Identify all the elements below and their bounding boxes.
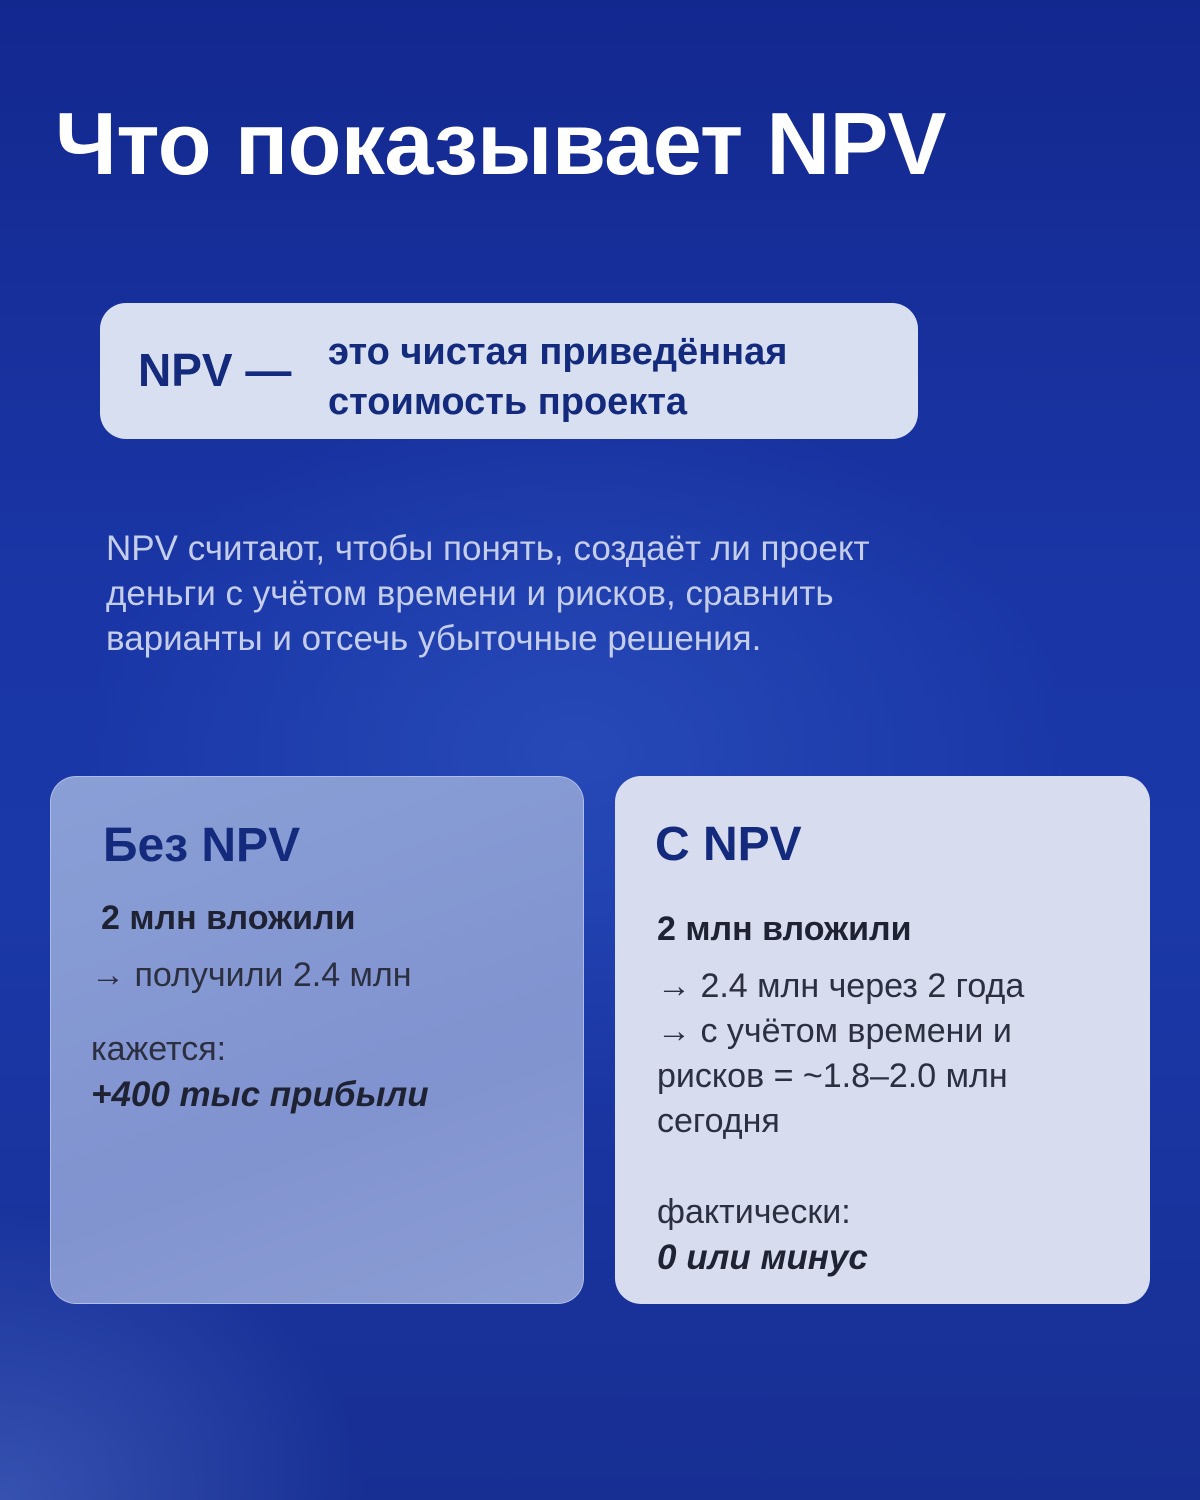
card-without-npv xyxy=(50,776,584,1304)
invested-text: 2 млн вложили xyxy=(101,899,356,937)
definition-text xyxy=(328,327,898,427)
intro-line: NPV считают, чтобы понять, создаёт ли проект xyxy=(106,529,870,568)
card-title: Без NPV xyxy=(103,819,301,872)
result-text: +400 тыс прибыли xyxy=(91,1075,429,1114)
result-text: 0 или минус xyxy=(657,1238,868,1277)
intro-line: деньги с учётом времени и рисков, сравнить xyxy=(106,574,834,613)
intro-paragraph xyxy=(106,526,1066,661)
seems-label: кажется: xyxy=(91,1030,227,1068)
definition-line: стоимость проекта xyxy=(328,381,688,423)
definition-term: NPV — xyxy=(138,344,292,396)
definition-line: это чистая приведённая xyxy=(328,331,788,373)
definition-box xyxy=(100,303,918,439)
explanation-text xyxy=(657,964,1127,1144)
explanation-line: сегодня xyxy=(657,1102,780,1140)
page-title: Что показывает NPV xyxy=(55,94,946,193)
actually-label: фактически: xyxy=(657,1193,851,1231)
received-text: → получили 2.4 млн xyxy=(91,956,412,994)
explanation-line: → 2.4 млн через 2 года xyxy=(657,967,1025,1005)
explanation-line: → с учётом времени и xyxy=(657,1012,1012,1050)
explanation-line: рисков = ~1.8–2.0 млн xyxy=(657,1057,1008,1095)
invested-text: 2 млн вложили xyxy=(657,910,912,948)
card-with-npv xyxy=(615,776,1150,1304)
intro-line: варианты и отсечь убыточные решения. xyxy=(106,619,762,658)
card-title: С NPV xyxy=(655,818,802,871)
